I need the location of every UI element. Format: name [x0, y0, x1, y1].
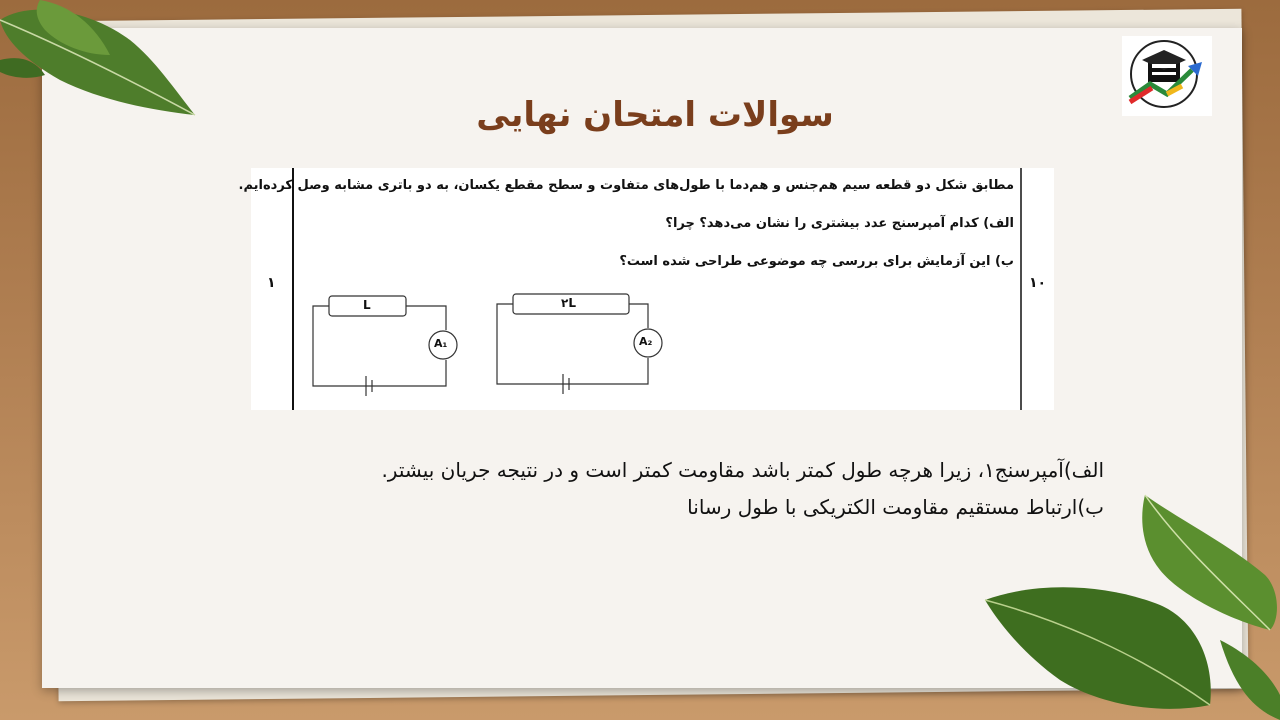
ammeter-label-right: A₂	[639, 335, 653, 348]
question-image	[238, 168, 1054, 410]
question-part-b: ب) این آزمایش برای بررسی چه موضوعی طراحی شده است؟	[619, 254, 1014, 269]
school-logo	[1122, 36, 1212, 116]
answer-line-a: الف)آمپرسنج۱، زیرا هرچه طول کمتر باشد مقاومت کمتر است و در نتیجه جریان بیشتر.	[381, 458, 1104, 482]
slide-title: سوالات امتحان نهایی	[476, 94, 834, 135]
question-line-1: مطابق شکل دو قطعه سیم هم‌جنس و هم‌دما با طول‌های متفاوت و سطح مقطع یکسان، به دو باتری مشابه وصل کرده‌ایم.	[238, 178, 1014, 193]
ammeter-label-left: A₁	[434, 337, 448, 350]
leaf-decoration-top-left	[0, 0, 200, 120]
wire-label-right: ۲L	[561, 296, 576, 310]
question-part-a: الف) کدام آمپرسنج عدد بیشتری را نشان می‌دهد؟ چرا؟	[665, 216, 1014, 231]
answer-line-b: ب)ارتباط مستقیم مقاومت الکتریکی با طول رسانا	[687, 495, 1104, 519]
answer-block	[240, 452, 1104, 526]
question-score: ۱	[267, 275, 276, 291]
question-row-number: ۱۰	[1029, 275, 1047, 291]
wire-label-left: L	[363, 298, 371, 312]
